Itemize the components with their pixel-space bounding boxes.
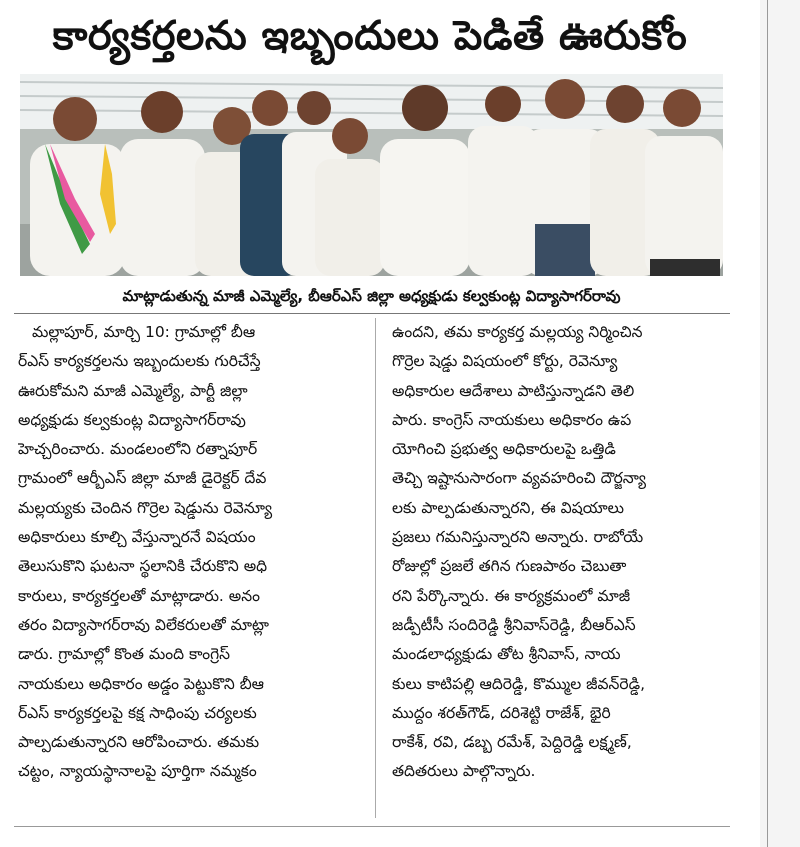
article-line: మల్లయ్యకు చెందిన గొర్రెల షెడ్డును రెవెన్యూ <box>18 498 273 517</box>
article-line: తరం విద్యాసాగర్‌రావు విలేకరులతో మాట్లా <box>18 615 269 634</box>
article-line: హెచ్చరించారు. మండలంలోని రత్నాపూర్ <box>18 440 258 459</box>
article-line: ర్‌ఎస్ కార్యకర్తలను ఇబ్బందులకు గురిచేస్తే <box>18 352 261 371</box>
article-line: డారు. గ్రామాల్లో కొంత మంది కాంగ్రెస్ <box>18 645 231 664</box>
article-line: అధికారులు కూల్చి వేస్తున్నారనే విషయం <box>18 528 256 547</box>
article-line: ప్రజలు గమనిస్తున్నారని అన్నారు. రాబోయే <box>392 528 644 547</box>
photo-caption: మాట్లాడుతున్న మాజీ ఎమ్మెల్యే, బీఆర్‌ఎస్ జిల్లా అధ్యక్షుడు కల్వకుంట్ల విద్యాసాగర్‌రావు <box>122 287 621 305</box>
article-line: లకు పాల్పడుతున్నారని, ఈ విషయాలు <box>392 498 624 517</box>
article-line: యోగించి ప్రభుత్వ అధికారులపై ఒత్తిడి <box>392 440 616 459</box>
article-line: రని పేర్కొన్నారు. ఈ కార్యక్రమంలో మాజీ <box>392 586 631 605</box>
article-column-left <box>18 318 363 787</box>
article-line: మల్లాపూర్, మార్చి 10: గ్రామాల్లో బీఆ <box>32 323 256 341</box>
article-line: మండలాధ్యక్షుడు తోట శ్రీనివాస్, నాయ <box>392 645 621 664</box>
article-line: చట్టం, న్యాయస్థానాలపై పూర్తిగా నమ్మకం <box>18 762 257 781</box>
article-line: నాయకులు అధికారం అడ్డం పెట్టుకొని బీఆ <box>18 674 265 693</box>
article-line: గ్రామంలో ఆర్బీఎస్ జిల్లా మాజీ డైరెక్టర్ దేవ <box>18 469 267 488</box>
caption-rule <box>14 313 730 314</box>
article-line: పారు. కాంగ్రెస్ నాయకులు అధికారం ఉప <box>392 410 632 429</box>
article-line: అధ్యక్షుడు కల్వకుంట్ల విద్యాసాగర్‌రావు <box>18 410 246 429</box>
article-line: ర్‌ఎస్ కార్యకర్తలపై కక్ష సాధింపు చర్యలకు <box>18 703 257 722</box>
page-edge <box>760 0 800 847</box>
article-line: తదితరులు పాల్గొన్నారు. <box>392 762 536 781</box>
article-line: జడ్పీటీసీ సందిరెడ్డి శ్రీనివాస్‌రెడ్డి, బీఆర్‌ఎస్ <box>392 615 636 634</box>
article-line: తెచ్చి ఇష్టానుసారంగా వ్యవహరించి దౌర్జన్యా <box>392 469 646 488</box>
article-line: కులు కాటిపల్లి ఆదిరెడ్డి, కొమ్ముల జీవన్‌రెడ్డి, <box>392 674 645 693</box>
article-line: ఊరుకోమని మాజీ ఎమ్మెల్యే, పార్టీ జిల్లా <box>18 381 248 400</box>
group-photo-illustration <box>20 74 723 276</box>
bottom-rule <box>14 826 730 827</box>
article-line: తెలుసుకొని ఘటనా స్థలానికి చేరుకొని అధి <box>18 557 268 576</box>
article-line: పాల్పడుతున్నారని ఆరోపించారు. తమకు <box>18 733 260 752</box>
article-line: ఉందని, తమ కార్యకర్త మల్లయ్య నిర్మించిన <box>392 323 643 341</box>
headline: కార్యకర్తలను ఇబ్బందులు పెడితే ఊరుకోం <box>52 13 688 59</box>
article-line: గొర్రెల షెడ్డు విషయంలో కోర్టు, రెవెన్యూ <box>392 352 618 371</box>
page-edge-line <box>767 0 768 847</box>
article-line: రోజుల్లో ప్రజలే తగిన గుణపాఠం చెబుతా <box>392 557 627 576</box>
article-line: అధికారుల ఆదేశాలు పాటిస్తున్నాడని తెలి <box>392 381 635 400</box>
column-divider <box>375 318 376 818</box>
article-column-right <box>392 318 737 787</box>
article-line: రాకేశ్, రవి, డబ్బ రమేశ్, పెద్దిరెడ్డి లక్ష్మణ్, <box>392 733 632 752</box>
article-line: ముద్దం శరత్‌గౌడ్, దరిశెట్టి రాజేశ్, భైరి <box>392 703 611 722</box>
article-line: కారులు, కార్యకర్తలతో మాట్లాడారు. అనం <box>18 586 260 605</box>
news-photo <box>20 74 723 276</box>
